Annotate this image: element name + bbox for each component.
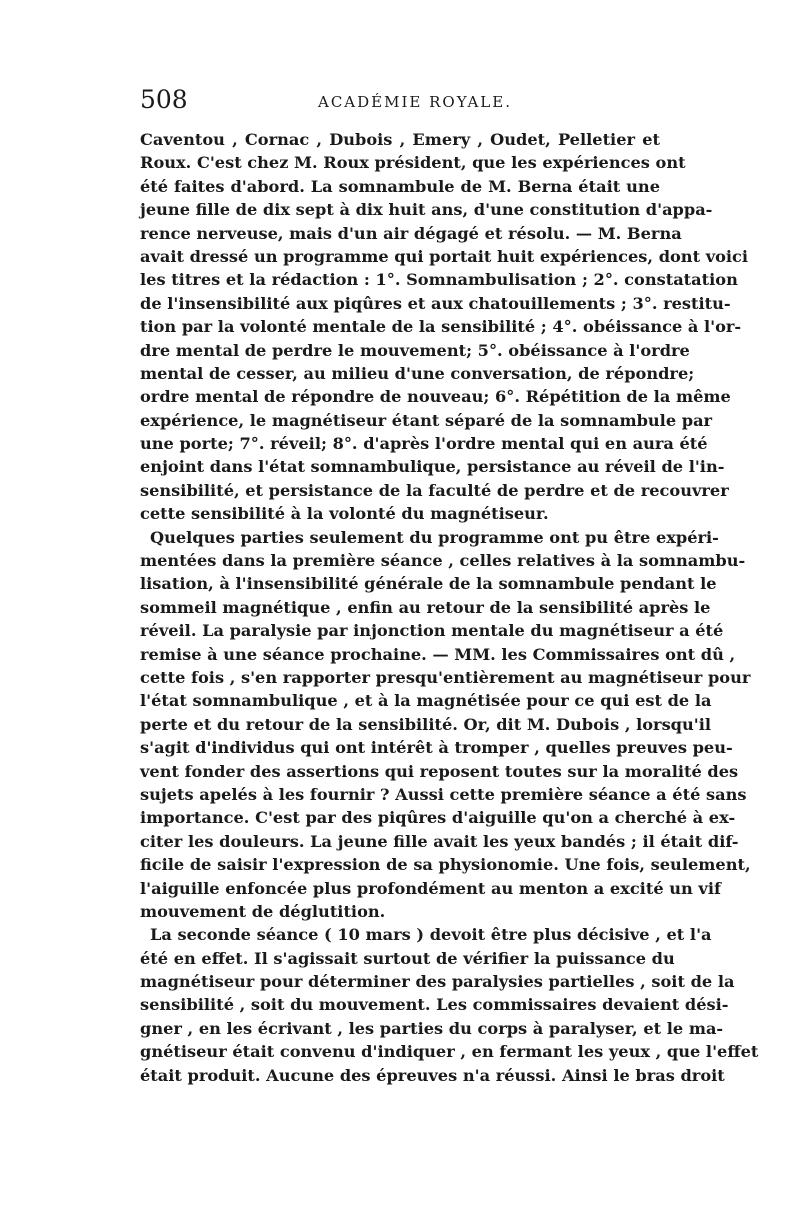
text-line: sensibilité , soit du mouvement. Les commissaires devaient dési- — [140, 995, 729, 1015]
text-line: gner , en les écrivant , les parties du corps à paralyser, et le ma- — [140, 1018, 724, 1038]
body-text — [140, 128, 759, 1087]
text-line: une porte; 7°. réveil; 8°. d'après l'ordre mental qui en aura été — [140, 434, 708, 454]
text-line: l'état somnambulique , et à la magnétisée pour ce qui est de la — [140, 691, 712, 711]
text-line: ordre mental de répondre de nouveau; 6°. Répétition de la même — [140, 387, 731, 407]
text-line: sommeil magnétique , enfin au retour de la sensibilité après le — [140, 597, 711, 617]
text-line: avait dressé un programme qui portait huit expériences, dont voici — [140, 246, 749, 266]
text-line: vent fonder des assertions qui reposent toutes sur la moralité des — [140, 761, 739, 781]
text-line: de l'insensibilité aux piqûres et aux chatouillements ; 3°. restitu- — [140, 293, 731, 313]
text-line: était produit. Aucune des épreuves n'a réussi. Ainsi le bras droit — [140, 1065, 725, 1085]
page-number: 508 — [140, 85, 188, 114]
text-line: réveil. La paralysie par injonction mentale du magnétiseur a été — [140, 621, 724, 641]
text-line: été faites d'abord. La somnambule de M. Berna était une — [140, 176, 660, 196]
text-line: gnétiseur était convenu d'indiquer , en fermant les yeux , que l'effet — [140, 1042, 759, 1062]
text-line: Roux. C'est chez M. Roux président, que les expériences ont — [140, 153, 686, 173]
text-line: s'agit d'individus qui ont intérêt à tromper , quelles preuves peu- — [140, 738, 733, 758]
text-line: sensibilité, et persistance de la faculté de perdre et de recouvrer — [140, 480, 729, 500]
text-line: cette sensibilité à la volonté du magnétiseur. — [140, 504, 549, 524]
text-line: Quelques parties seulement du programme ont pu être expéri- — [150, 527, 719, 547]
text-line: expérience, le magnétiseur étant séparé de la somnambule par — [140, 410, 713, 430]
text-line: magnétiseur pour déterminer des paralysies partielles , soit de la — [140, 972, 735, 992]
text-line: cette fois , s'en rapporter presqu'entièrement au magnétiseur pour — [140, 667, 751, 687]
text-line: importance. C'est par des piqûres d'aiguille qu'on a cherché à ex- — [140, 808, 736, 828]
text-line: l'aiguille enfoncée plus profondément au menton a excité un vif — [140, 878, 721, 898]
text-line: perte et du retour de la sensibilité. Or, dit M. Dubois , lorsqu'il — [140, 714, 712, 734]
page-header — [140, 84, 660, 116]
text-line: été en effet. Il s'agissait surtout de vérifier la puissance du — [140, 948, 675, 968]
text-line: ficile de saisir l'expression de sa physionomie. Une fois, seulement, — [140, 855, 751, 875]
text-line: jeune fille de dix sept à dix huit ans, d'une constitution d'appa- — [140, 200, 713, 220]
text-line: sujets apelés à les fournir ? Aussi cette première séance a été sans — [140, 784, 747, 804]
text-line: La seconde séance ( 10 mars ) devoit être plus décisive , et l'a — [150, 925, 712, 945]
text-line: dre mental de perdre le mouvement; 5°. obéissance à l'ordre — [140, 340, 690, 360]
text-line: mental de cesser, au milieu d'une conversation, de répondre; — [140, 363, 695, 383]
text-line: tion par la volonté mentale de la sensibilité ; 4°. obéissance à l'or- — [140, 317, 742, 337]
text-line: les titres et la rédaction : 1°. Somnambulisation ; 2°. constatation — [140, 270, 738, 290]
text-line: rence nerveuse, mais d'un air dégagé et résolu. — M. Berna — [140, 223, 682, 243]
text-line: enjoint dans l'état somnambulique, persistance au réveil de l'in- — [140, 457, 725, 477]
text-line: remise à une séance prochaine. — MM. les Commissaires ont dû , — [140, 644, 736, 664]
text-line: mouvement de déglutition. — [140, 901, 386, 921]
text-line: mentées dans la première séance , celles relatives à la somnambu- — [140, 551, 746, 571]
text-line: lisation, à l'insensibilité générale de la somnambule pendant le — [140, 574, 717, 594]
running-head: ACADÉMIE ROYALE. — [318, 93, 512, 111]
text-line: citer les douleurs. La jeune fille avait les yeux bandés ; il était dif- — [140, 831, 739, 851]
text-line: Caventou , Cornac , Dubois , Emery , Oudet, Pelletier et — [140, 130, 660, 149]
